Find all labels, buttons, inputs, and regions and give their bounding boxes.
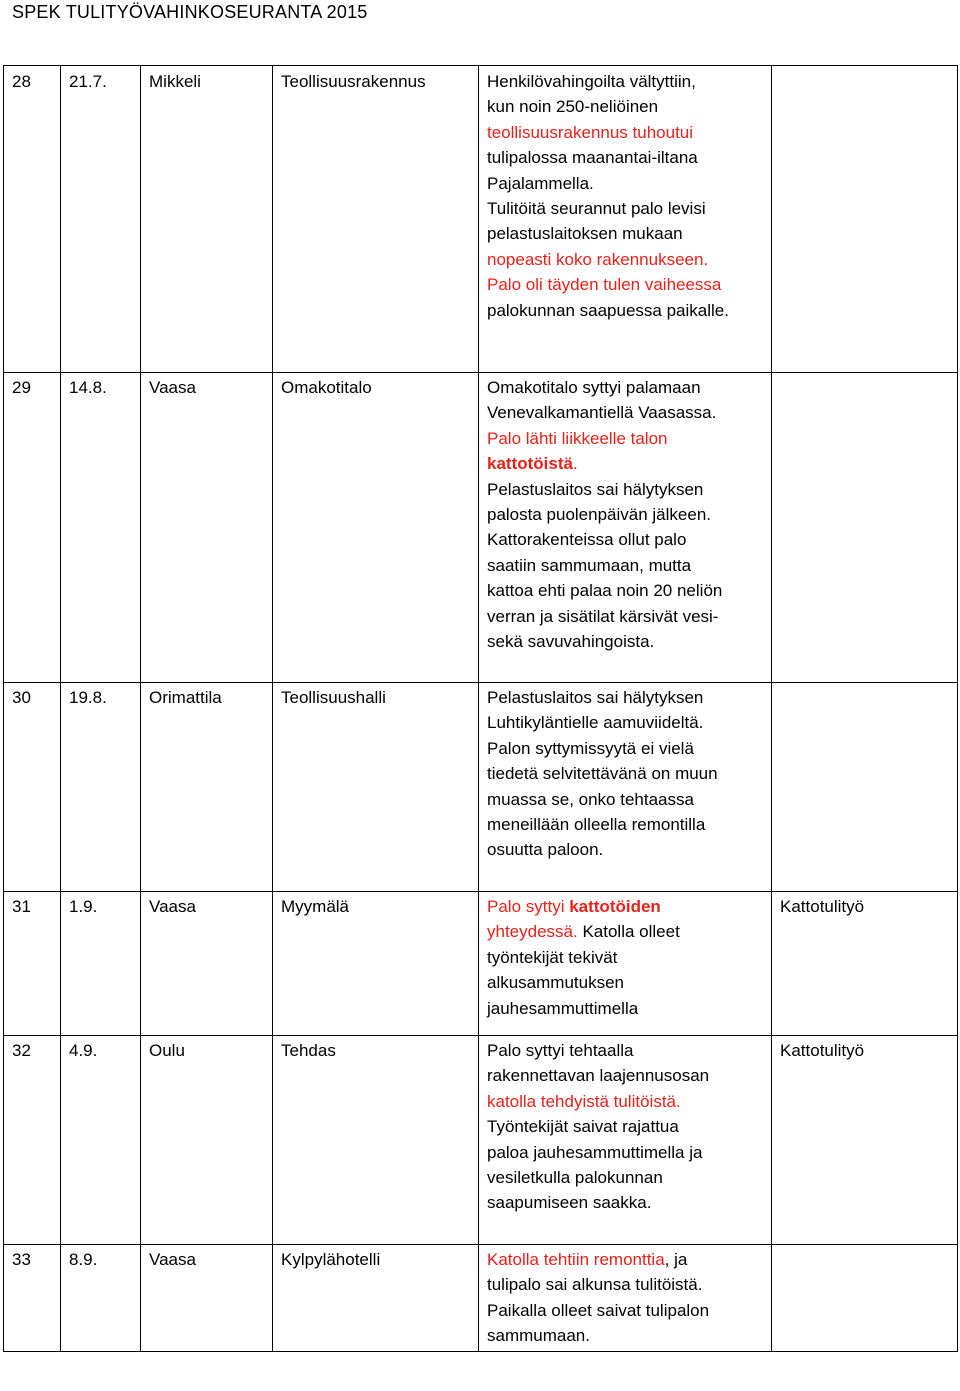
highlighted-text: nopeasti koko rakennukseen. [487, 249, 709, 269]
table-row [4, 373, 958, 683]
description-text: , ja tulipalo sai alkunsa tulitöistä. Paikalla olleet saivat tulipalon sammumaan. [487, 1250, 710, 1346]
highlighted-text: kattotöistä [487, 454, 573, 474]
incident-table [3, 65, 958, 1352]
description-text: Pelastuslaitos sai hälytyksen palosta puolenpäivän jälkeen. Kattorakenteissa ollut palo saatiin sammumaan, mutta kattoa ehti palaa noin 20 neliön verran ja sisätilat kärsivät vesi- sekä savuvahingoista. [487, 479, 723, 652]
incident-description [479, 1036, 772, 1245]
incident-classification [772, 1245, 958, 1352]
incident-number: 30 [4, 683, 61, 892]
description-text: Työntekijät saivat rajattua paloa jauhesammuttimella ja vesiletkulla palokunnan saapumiseen saakka. [487, 1117, 703, 1213]
incident-date: 19.8. [61, 683, 141, 892]
building-type: Kylpylähotelli [273, 1245, 479, 1352]
highlighted-text: teollisuusrakennus tuhoutui [487, 122, 694, 142]
description-text: Henkilövahingoilta vältyttiin, kun noin 250-neliöinen [487, 72, 696, 117]
page-header-title: SPEK TULITYÖVAHINKOSEURANTA 2015 [12, 2, 368, 22]
description-text: Pelastuslaitos sai hälytyksen Luhtikyläntielle aamuviideltä. Palon syttymissyytä ei vielä tiedetä selvitettävänä on muun muassa se, onko tehtaassa meneillään olleella remontilla osuutta paloon. [487, 688, 718, 860]
incident-date: 4.9. [61, 1036, 141, 1245]
incident-date: 8.9. [61, 1245, 141, 1352]
building-type: Omakotitalo [273, 373, 479, 683]
description-text: tulipalossa maanantai-iltana Pajalammella. Tulitöitä seurannut palo levisi pelastuslaitoksen mukaan [487, 148, 706, 244]
incident-description [479, 66, 772, 373]
incident-description [479, 683, 772, 892]
incident-classification [772, 66, 958, 373]
incident-date: 14.8. [61, 373, 141, 683]
highlighted-text: Palo oli täyden tulen vaiheessa [487, 275, 722, 295]
incident-place: Oulu [141, 1036, 273, 1245]
building-type: Teollisuusrakennus [273, 66, 479, 373]
incident-description [479, 1245, 772, 1352]
incident-classification [772, 373, 958, 683]
incident-number: 28 [4, 66, 61, 373]
building-type: Tehdas [273, 1036, 479, 1245]
incident-classification: Kattotulityö [772, 892, 958, 1036]
description-text: palokunnan saapuessa paikalle. [487, 300, 729, 320]
incident-classification: Kattotulityö [772, 1036, 958, 1245]
incident-date: 21.7. [61, 66, 141, 373]
incident-classification [772, 683, 958, 892]
incident-place: Orimattila [141, 683, 273, 892]
description-text: Palo syttyi tehtaalla rakennettavan laajennusosan [487, 1041, 710, 1086]
description-text: Omakotitalo syttyi palamaan Venevalkamantiellä Vaasassa. [487, 378, 717, 423]
incident-place: Vaasa [141, 373, 273, 683]
table-row [4, 892, 958, 1036]
incident-place: Vaasa [141, 1245, 273, 1352]
table-row [4, 1036, 958, 1245]
incident-date: 1.9. [61, 892, 141, 1036]
incident-place: Vaasa [141, 892, 273, 1036]
incident-description [479, 373, 772, 683]
highlighted-text: . [572, 454, 578, 474]
incident-number: 31 [4, 892, 61, 1036]
table-row [4, 1245, 958, 1352]
highlighted-text: Palo lähti liikkeelle talon [487, 428, 668, 448]
building-type: Teollisuushalli [273, 683, 479, 892]
incident-place: Mikkeli [141, 66, 273, 373]
incident-number: 32 [4, 1036, 61, 1245]
highlighted-text: Katolla tehtiin remonttia [487, 1250, 665, 1270]
highlighted-text: Palo syttyi [487, 897, 570, 916]
highlighted-text: katolla tehdyistä tulitöistä. [487, 1091, 681, 1111]
table-row [4, 683, 958, 892]
incident-number: 29 [4, 373, 61, 683]
description-text: Katolla olleet työntekijät tekivät alkusammutuksen jauhesammuttimella [487, 922, 680, 1018]
building-type: Myymälä [273, 892, 479, 1036]
highlighted-text: yhteydessä. [487, 922, 578, 942]
incident-description [479, 892, 772, 1036]
highlighted-text: kattotöiden [569, 897, 661, 916]
incident-number: 33 [4, 1245, 61, 1352]
table-row [4, 66, 958, 373]
